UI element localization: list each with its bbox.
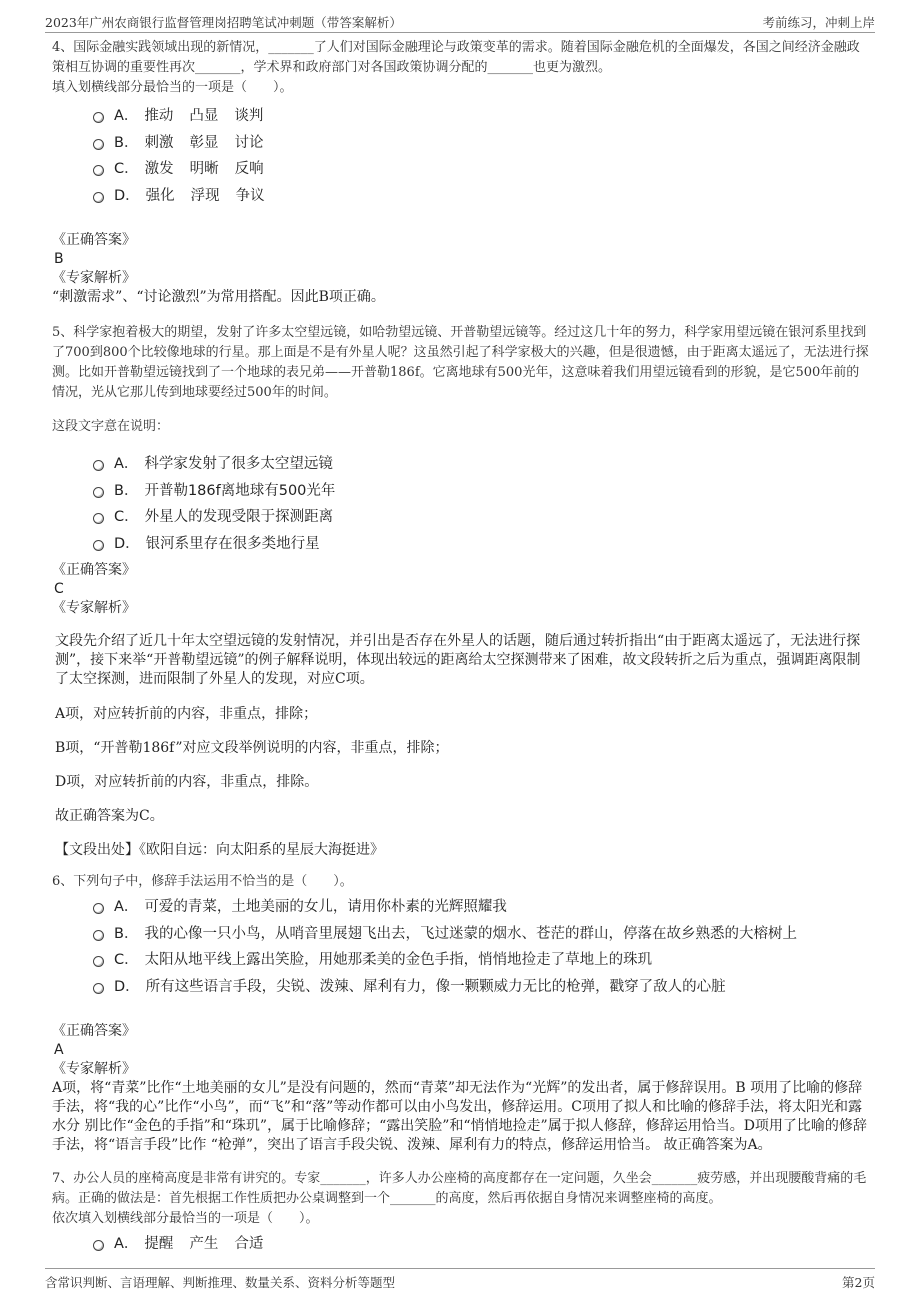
option-a[interactable]: A． 推动 凸显 谈判 (92, 103, 872, 130)
analysis-text: A项，将“青菜”比作“土地美丽的女儿”是没有问题的，然而“青菜”却无法作为“光辉”的发出者，属于修辞误用。B 项用了比喻的修辞手法，将“我的心”比作“小鸟”，而“飞”和“落”等动作都可以由小鸟发出，修辞运用。C项用了拟人和比喻的修辞手法，将太阳光和露水分 别比作“金色的手指”和“珠玑”，属于比喻修辞；“露出笑脸”和“悄悄地捡走”属于拟人修辞，修辞运用恰当。D项用了比喻的修辞手法，将“语言手段”比作 “枪弹”，突出了语言手段尖锐、泼辣、犀利有力的特点，修辞运用恰当。 故正确答案为A。 (52, 1080, 867, 1153)
radio-button[interactable] (93, 540, 104, 551)
analysis-label: 《专家解析》 (52, 270, 136, 286)
radio-button[interactable] (93, 956, 104, 967)
answer-label: 《正确答案》 (52, 232, 136, 248)
option-d[interactable]: D． 强化 浮现 争议 (92, 183, 872, 210)
option-a[interactable]: A． 可爱的青菜，土地美丽的女儿，请用你朴素的光辉照耀我 (92, 894, 872, 921)
question-6 (52, 872, 872, 1155)
correct-answer: A (54, 1042, 64, 1058)
radio-button[interactable] (93, 192, 104, 203)
question-text: 4、国际金融实践领域出现的新情况，_______了人们对国际金融理论与政策变革的需求。随着国际金融危机的全面爆发，各国之间经济金融政策相互协调的重要性再次_______，学术界和政府部门对各国政策协调分配的_______也更为激烈。 填入划横线部分最恰当的一项是（ ）。 (52, 40, 860, 95)
answer-label: 《正确答案》 (52, 1023, 136, 1039)
radio-button[interactable] (93, 1240, 104, 1251)
radio-button[interactable] (93, 487, 104, 498)
source-citation: 【文段出处】《欧阳自远：向太阳系的星辰大海挺进》 (55, 842, 384, 858)
question-text: 5、科学家抱着极大的期望，发射了许多太空望远镜，如哈勃望远镜、开普勒望远镜等。经过这几十年的努力，科学家用望远镜在银河系里找到了700到800个比较像地球的行星。那上面是不是有外星人呢？这虽然引起了科学家极大的兴趣，但是很遗憾，由于距离太遥远了，无法进行探测。比如开普勒望远镜找到了一个地球的表兄弟——开普勒186f。它离地球有500光年，这意味着我们用望远镜看到的形貌，是它500年前的情况，光从它那儿传到地球要经过500年的时间。 这段文字意在说明： (52, 325, 869, 434)
question-text: 6、下列句子中，修辞手法运用不恰当的是（ ）。 (52, 874, 353, 889)
option-c[interactable]: C． 外星人的发现受限于探测距离 (92, 504, 872, 531)
page-content (52, 38, 872, 1258)
page-footer (45, 1268, 875, 1291)
question-7 (52, 1169, 872, 1258)
analysis-label: 《专家解析》 (52, 600, 136, 616)
question-text: 7、办公人员的座椅高度是非常有讲究的。专家_______，许多人办公座椅的高度都存在一定问题，久坐会_______疲劳感，并出现腰酸背痛的毛病。正确的做法是：首先根据工作性质把办公桌调整到一个_______的高度，然后再依据自身情况来调整座椅的高度。 依次填入划横线部分最恰当的一项是（ ）。 (52, 1171, 867, 1226)
option-list (92, 103, 872, 209)
option-d[interactable]: D． 银河系里存在很多类地行星 (92, 531, 872, 558)
analysis-text: 文段先介绍了近几十年太空望远镜的发射情况，并引出是否存在外星人的话题，随后通过转折指出“由于距离太遥远了，无法进行探测”，接下来举“开普勒望远镜”的例子解释说明，体现出较远的距离给太空探测带来了困难，故文段转折之后为重点，强调距离限制了太空探测，进而限制了外星人的发现，对应C项。 A项，对应转折前的内容，非重点，排除； B项，“开普勒186f”对应文段举例说明的内容，非重点，排除； D项，对应转折前的内容，非重点，排除。 故正确答案为C。 【文段出处】《欧阳自远：向太阳系的星辰大海挺进》 (52, 632, 872, 860)
option-list (92, 1231, 872, 1258)
option-b[interactable]: B． 刺激 彰显 讨论 (92, 130, 872, 157)
radio-button[interactable] (93, 165, 104, 176)
page-number: 第2页 (842, 1275, 875, 1290)
option-list (92, 894, 872, 1000)
analysis-text: “刺激需求”、“讨论激烈”为常用搭配。因此B项正确。 (52, 289, 385, 305)
option-list (92, 451, 872, 557)
option-c[interactable]: C． 太阳从地平线上露出笑脸，用她那柔美的金色手指，悄悄地捡走了草地上的珠玑 (92, 947, 872, 974)
option-d[interactable]: D． 所有这些语言手段，尖锐、泼辣、犀利有力，像一颗颗威力无比的枪弹，戳穿了敌人的心脏 (92, 974, 872, 1001)
footer-description: 含常识判断、言语理解、判断推理、数量关系、资料分析等题型 (45, 1275, 396, 1290)
correct-answer: C (54, 581, 64, 597)
radio-button[interactable] (93, 903, 104, 914)
option-a[interactable]: A． 提醒 产生 合适 (92, 1231, 872, 1258)
analysis-label: 《专家解析》 (52, 1061, 136, 1077)
question-4 (52, 38, 872, 307)
header-slogan: 考前练习，冲刺上岸 (762, 15, 875, 30)
radio-button[interactable] (93, 930, 104, 941)
answer-label: 《正确答案》 (52, 562, 136, 578)
option-b[interactable]: B． 开普勒186f离地球有500光年 (92, 478, 872, 505)
radio-button[interactable] (93, 513, 104, 524)
page-header (45, 10, 875, 33)
option-a[interactable]: A． 科学家发射了很多太空望远镜 (92, 451, 872, 478)
radio-button[interactable] (93, 983, 104, 994)
radio-button[interactable] (93, 112, 104, 123)
radio-button[interactable] (93, 139, 104, 150)
correct-answer: B (54, 251, 64, 267)
document-title: 2023年广州农商银行监督管理岗招聘笔试冲刺题（带答案解析） (45, 15, 402, 30)
radio-button[interactable] (93, 460, 104, 471)
option-b[interactable]: B． 我的心像一只小鸟，从哨音里展翅飞出去，飞过迷蒙的烟水、苍茫的群山，停落在故乡熟悉的大榕树上 (92, 921, 872, 948)
question-5 (52, 323, 872, 860)
option-c[interactable]: C． 激发 明晰 反响 (92, 156, 872, 183)
